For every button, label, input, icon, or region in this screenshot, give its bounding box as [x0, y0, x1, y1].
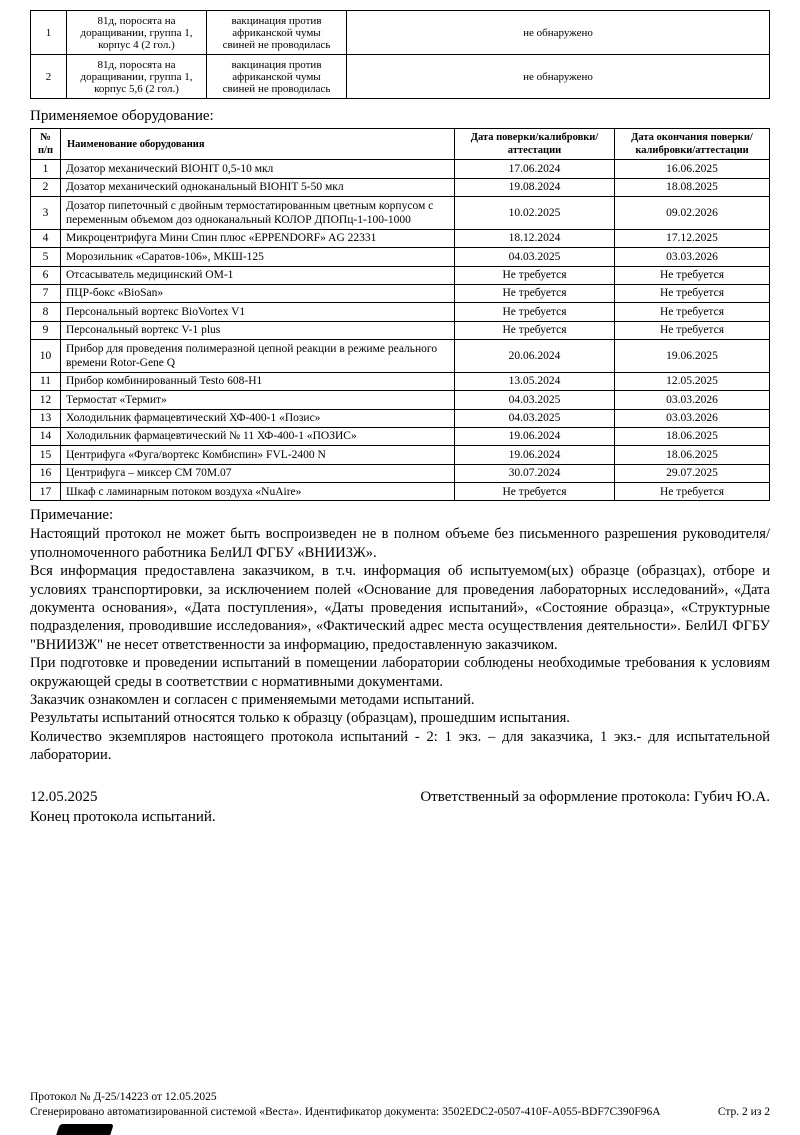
equipment-cell-num: 11: [31, 372, 61, 390]
scan-artifact: [56, 1124, 114, 1135]
equipment-cell-num: 9: [31, 321, 61, 339]
signature-row: [30, 789, 770, 806]
equipment-header-date1: Дата поверки/калибровки/аттестации: [455, 129, 615, 160]
sample-cell-description: 81д, поросята на доращивании, группа 1, корпус 5,6 (2 гол.): [67, 55, 207, 99]
equipment-cell-num: 12: [31, 391, 61, 409]
equipment-cell-expiry-date: 19.06.2025: [615, 340, 770, 373]
equipment-cell-expiry-date: Не требуется: [615, 266, 770, 284]
equipment-cell-name: Центрифуга – миксер СМ 70М.07: [61, 464, 455, 482]
equipment-row: [31, 197, 770, 230]
equipment-section-title: Применяемое оборудование:: [30, 108, 214, 124]
equipment-table: [30, 128, 770, 501]
note-paragraph: Настоящий протокол не может быть воспроизведен не в полном объеме без письменного разрешения руководителя/уполномоченного работника БелИЛ ФГБУ «ВНИИЗЖ».: [30, 526, 770, 561]
equipment-cell-num: 13: [31, 409, 61, 427]
equipment-cell-expiry-date: 18.08.2025: [615, 178, 770, 196]
note-paragraph: Вся информация предоставлена заказчиком, в т.ч. информация об испытуемом(ых) образце (образцах), отборе и условиях транспортировки, за исключением полей «Основание для проведения лабораторных исследований», «Дата документа основания», «Дата поступления», «Даты проведения испытаний», «Состояние образца», «Структурные подразделения, проводившие исследования», «Фактический адрес места осуществления деятельности». БелИЛ ФГБУ "ВНИИЗЖ" не несет ответственности за информацию, предоставленную заказчиком.: [30, 563, 770, 653]
sample-cell-num: 2: [31, 55, 67, 99]
equipment-cell-verification-date: Не требуется: [455, 483, 615, 501]
equipment-cell-name: Холодильник фармацевтический ХФ-400-1 «Позис»: [61, 409, 455, 427]
equipment-cell-expiry-date: 17.12.2025: [615, 229, 770, 247]
sample-cell-result: не обнаружено: [347, 11, 770, 55]
equipment-cell-num: 14: [31, 427, 61, 445]
equipment-cell-verification-date: 17.06.2024: [455, 160, 615, 178]
equipment-cell-verification-date: 19.06.2024: [455, 446, 615, 464]
equipment-cell-name: Микроцентрифуга Мини Спин плюс «EPPENDORF» AG 22331: [61, 229, 455, 247]
equipment-cell-num: 1: [31, 160, 61, 178]
protocol-date: 12.05.2025: [30, 788, 98, 805]
sample-cell-result: не обнаружено: [347, 55, 770, 99]
equipment-cell-name: Холодильник фармацевтический № 11 ХФ-400-1 «ПОЗИС»: [61, 427, 455, 445]
equipment-header-name: Наименование оборудования: [61, 129, 455, 160]
equipment-cell-name: Персональный вортекс V-1 plus: [61, 321, 455, 339]
equipment-cell-num: 2: [31, 178, 61, 196]
equipment-cell-expiry-date: Не требуется: [615, 303, 770, 321]
equipment-row: [31, 464, 770, 482]
sample-row: [31, 55, 770, 99]
page-footer: [30, 1090, 770, 1120]
equipment-cell-num: 10: [31, 340, 61, 373]
equipment-cell-name: ПЦР-бокс «BioSan»: [61, 284, 455, 302]
notes-title: Примечание:: [30, 507, 114, 524]
equipment-cell-verification-date: 20.06.2024: [455, 340, 615, 373]
equipment-cell-expiry-date: 16.06.2025: [615, 160, 770, 178]
equipment-cell-expiry-date: 03.03.2026: [615, 409, 770, 427]
sample-cell-vaccination: вакцинация против африканской чумы свиней не проводилась: [207, 11, 347, 55]
equipment-cell-verification-date: 19.06.2024: [455, 427, 615, 445]
equipment-cell-name: Шкаф с ламинарным потоком воздуха «NuAire»: [61, 483, 455, 501]
equipment-cell-verification-date: 13.05.2024: [455, 372, 615, 390]
equipment-cell-expiry-date: 09.02.2026: [615, 197, 770, 230]
equipment-cell-name: Прибор для проведения полимеразной цепной реакции в режиме реального времени Rotor-Gene Q: [61, 340, 455, 373]
equipment-cell-num: 16: [31, 464, 61, 482]
responsible-person: Ответственный за оформление протокола: Губич Ю.А.: [420, 788, 770, 805]
equipment-cell-expiry-date: 03.03.2026: [615, 391, 770, 409]
equipment-row: [31, 321, 770, 339]
sample-row: [31, 11, 770, 55]
end-of-protocol: Конец протокола испытаний.: [30, 808, 216, 825]
equipment-row: [31, 483, 770, 501]
equipment-cell-num: 4: [31, 229, 61, 247]
sample-cell-description: 81д, поросята на доращивании, группа 1, корпус 4 (2 гол.): [67, 11, 207, 55]
equipment-cell-expiry-date: Не требуется: [615, 284, 770, 302]
equipment-cell-name: Центрифуга «Фуга/вортекс Комбиспин» FVL-2400 N: [61, 446, 455, 464]
equipment-cell-num: 17: [31, 483, 61, 501]
sample-cell-num: 1: [31, 11, 67, 55]
equipment-cell-num: 15: [31, 446, 61, 464]
equipment-row: [31, 229, 770, 247]
equipment-cell-verification-date: 30.07.2024: [455, 464, 615, 482]
equipment-row: [31, 372, 770, 390]
equipment-cell-expiry-date: 29.07.2025: [615, 464, 770, 482]
equipment-cell-expiry-date: Не требуется: [615, 483, 770, 501]
equipment-header-num: № п/п: [31, 129, 61, 160]
sample-cell-vaccination: вакцинация против африканской чумы свиней не проводилась: [207, 55, 347, 99]
equipment-cell-name: Термостат «Термит»: [61, 391, 455, 409]
equipment-cell-verification-date: 04.03.2025: [455, 391, 615, 409]
notes-section: [30, 506, 770, 764]
equipment-row: [31, 303, 770, 321]
equipment-cell-name: Отсасыватель медицинский ОМ-1: [61, 266, 455, 284]
equipment-cell-expiry-date: 12.05.2025: [615, 372, 770, 390]
note-paragraph: Количество экземпляров настоящего протокола испытаний - 2: 1 экз. – для заказчика, 1 экз.- для испытательной лаборатории.: [30, 728, 770, 764]
equipment-cell-verification-date: Не требуется: [455, 303, 615, 321]
notes-paragraphs: [30, 525, 770, 764]
footer-generated-info: Сгенерировано автоматизированной системой «Веста». Идентификатор документа: 3502EDC2-0507-410F-A055-BDF7C390F96A: [30, 1106, 661, 1119]
equipment-cell-verification-date: Не требуется: [455, 284, 615, 302]
note-paragraph: Результаты испытаний относятся только к образцу (образцам), прошедшим испытания.: [30, 710, 570, 727]
equipment-header-row: [31, 129, 770, 160]
equipment-row: [31, 266, 770, 284]
equipment-cell-num: 8: [31, 303, 61, 321]
equipment-cell-verification-date: 19.08.2024: [455, 178, 615, 196]
equipment-row: [31, 284, 770, 302]
equipment-table-body: [31, 160, 770, 501]
equipment-cell-expiry-date: 18.06.2025: [615, 427, 770, 445]
equipment-cell-name: Прибор комбинированный Testo 608-H1: [61, 372, 455, 390]
equipment-cell-name: Дозатор механический одноканальный BIOHIT 5-50 мкл: [61, 178, 455, 196]
equipment-header-date2: Дата окончания поверки/калибровки/аттестации: [615, 129, 770, 160]
equipment-row: [31, 248, 770, 266]
equipment-cell-expiry-date: Не требуется: [615, 321, 770, 339]
sample-table-body: [31, 11, 770, 99]
equipment-row: [31, 409, 770, 427]
equipment-row: [31, 178, 770, 196]
equipment-cell-num: 7: [31, 284, 61, 302]
equipment-row: [31, 340, 770, 373]
equipment-cell-verification-date: Не требуется: [455, 321, 615, 339]
equipment-row: [31, 160, 770, 178]
equipment-row: [31, 427, 770, 445]
equipment-cell-num: 3: [31, 197, 61, 230]
equipment-cell-name: Дозатор пипеточный с двойным термостатированным цветным корпусом с переменным объемом доз одноканальный КОЛОР ДПОПц-1-100-1000: [61, 197, 455, 230]
equipment-cell-expiry-date: 03.03.2026: [615, 248, 770, 266]
equipment-cell-verification-date: 04.03.2025: [455, 409, 615, 427]
note-paragraph: Заказчик ознакомлен и согласен с применяемыми методами испытаний.: [30, 692, 475, 709]
equipment-cell-verification-date: 04.03.2025: [455, 248, 615, 266]
equipment-cell-expiry-date: 18.06.2025: [615, 446, 770, 464]
equipment-cell-name: Дозатор механический BIOHIT 0,5-10 мкл: [61, 160, 455, 178]
equipment-row: [31, 391, 770, 409]
equipment-cell-name: Персональный вортекс BioVortex V1: [61, 303, 455, 321]
footer-protocol-number: Протокол № Д-25/14223 от 12.05.2025: [30, 1091, 217, 1104]
note-paragraph: При подготовке и проведении испытаний в помещении лаборатории соблюдены необходимые требования к условиям окружающей среды в соответствии с нормативными документами.: [30, 655, 770, 690]
sample-results-table: [30, 10, 770, 99]
equipment-cell-verification-date: 10.02.2025: [455, 197, 615, 230]
footer-page-number: Стр. 2 из 2: [717, 1106, 770, 1119]
equipment-cell-num: 5: [31, 248, 61, 266]
equipment-row: [31, 446, 770, 464]
equipment-cell-name: Морозильник «Саратов-106», МКШ-125: [61, 248, 455, 266]
equipment-cell-num: 6: [31, 266, 61, 284]
equipment-cell-verification-date: 18.12.2024: [455, 229, 615, 247]
equipment-cell-verification-date: Не требуется: [455, 266, 615, 284]
